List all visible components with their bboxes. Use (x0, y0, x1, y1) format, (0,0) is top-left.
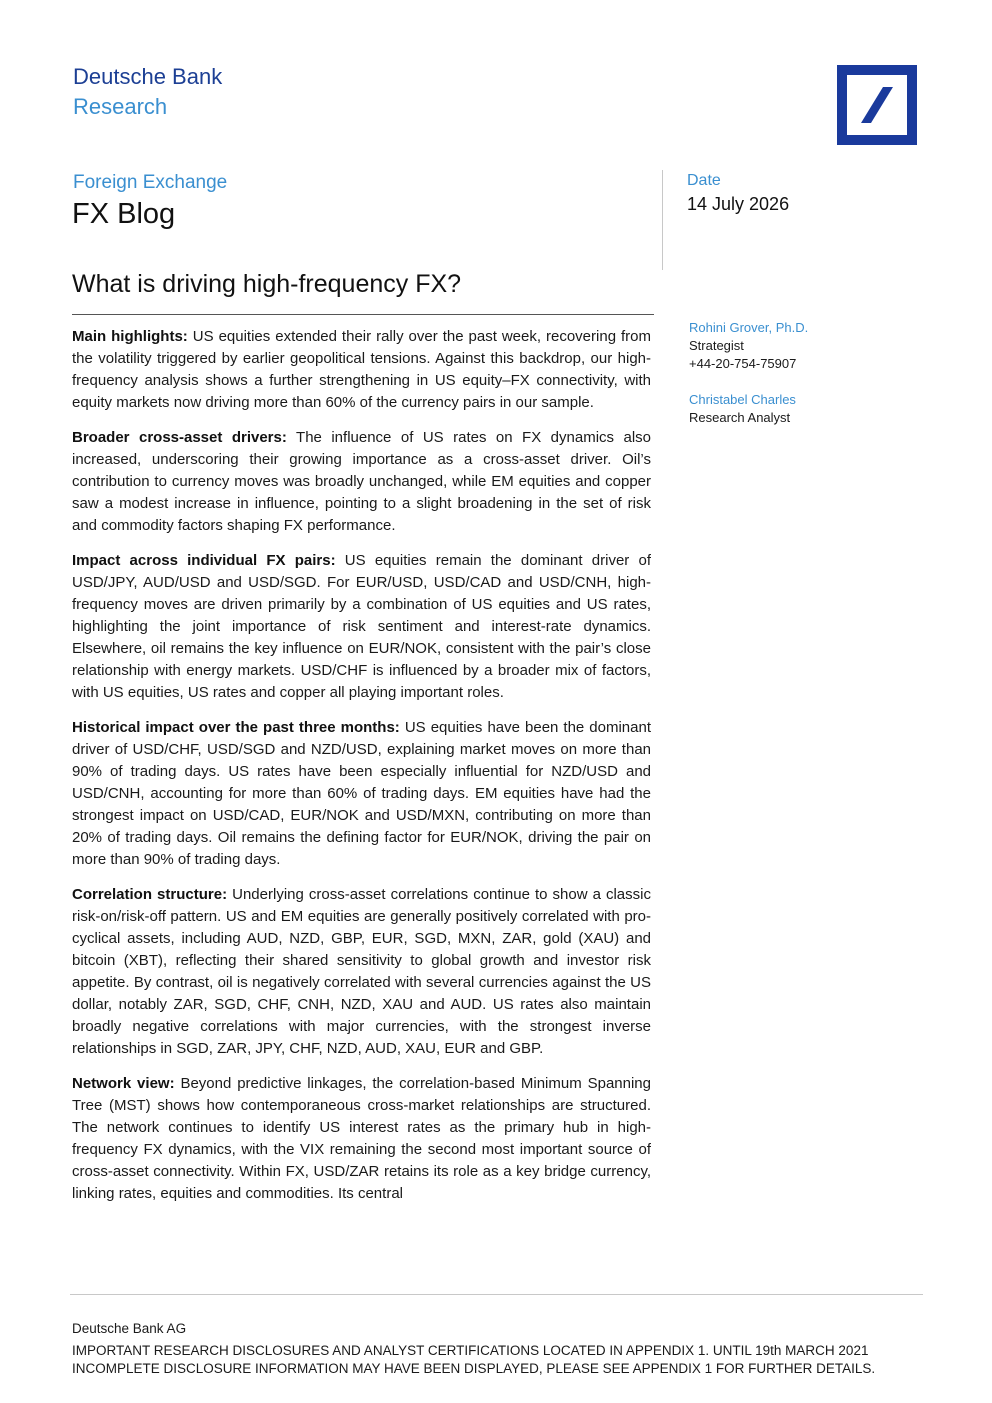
paragraph-fx-pairs-impact (72, 550, 651, 704)
author-name[interactable]: Rohini Grover, Ph.D. (689, 320, 809, 335)
paragraph-lead: Broader cross-asset drivers: (72, 429, 287, 446)
article-body (72, 326, 651, 1274)
paragraph-cross-asset-drivers (72, 427, 651, 537)
paragraph-text: The influence of US rates on FX dynamics also increased, underscoring their growing importance as a cross-asset driver. Oil’s contribution to currency moves was broadly unchanged, while EM equities and copper saw a modest increase in influence, pointing to a slight broadening in the set of risk and commodity factors shaping FX performance. (72, 429, 651, 534)
deutsche-bank-logo-icon (837, 65, 917, 145)
paragraph-lead: Correlation structure: (72, 886, 228, 903)
author-name[interactable]: Christabel Charles (689, 392, 796, 407)
footer-company: Deutsche Bank AG (72, 1321, 187, 1336)
brand-block (73, 62, 222, 122)
paragraph-lead: Network view: (72, 1075, 175, 1092)
header-divider (662, 170, 663, 270)
author-entry (689, 319, 929, 373)
paragraph-text: Beyond predictive linkages, the correlation-based Minimum Spanning Tree (MST) shows how contemporaneous cross-market relationships are structured. The network continues to identify US interest rates as the primary hub in high-frequency FX dynamics, with the VIX remaining the second most important source of cross-asset connectivity. Within FX, USD/ZAR retains its role as a key bridge currency, linking rates, equities and commodities. Its central (72, 1075, 651, 1202)
brand-subtitle: Research (73, 94, 168, 119)
paragraph-text: US equities remain the dominant driver of USD/JPY, AUD/USD and USD/SGD. For EUR/USD, USD/CAD and USD/CNH, high-frequency moves are driven primarily by a combination of US equities and US rates, highlighting the joint importance of risk sentiment and interest-rate dynamics. Elsewhere, oil remains the key influence on EUR/NOK, consistent with the pair’s close relationship with energy markets. USD/CHF is influenced by a broader mix of factors, with US equities, US rates and copper all playing important roles. (72, 552, 651, 701)
publication-title: FX Blog (72, 198, 176, 230)
author-title: Research Analyst (689, 410, 791, 425)
author-list (689, 319, 929, 445)
paragraph-text: US equities have been the dominant driver of USD/CHF, USD/SGD and NZD/USD, explaining market moves on more than 90% of trading days. US rates have been especially influential for NZD/USD and USD/CNH, accounting for more than 60% of trading days. EM equities have had the strongest impact on USD/CAD, EUR/NOK and USD/MXN, contributing on more than 20% of trading days. Oil remains the defining factor for EUR/NOK, driving the pair on more than 90% of trading days. (72, 719, 651, 868)
author-phone: +44-20-754-75907 (689, 356, 797, 371)
footer-disclaimer-line: IMPORTANT RESEARCH DISCLOSURES AND ANALYST CERTIFICATIONS LOCATED IN APPENDIX 1. UNTIL 19th MARCH 2021 (72, 1343, 869, 1358)
page-footer (72, 1320, 932, 1378)
author-entry (689, 391, 929, 427)
author-title: Strategist (689, 338, 744, 353)
paragraph-text: Underlying cross-asset correlations continue to show a classic risk-on/risk-off pattern. US and EM equities are generally positively correlated with pro-cyclical assets, including AUD, NZD, GBP, EUR, SGD, MXN, ZAR, gold (XAU) and bitcoin (XBT), reflecting their shared sensitivity to global growth and investor risk appetite. By contrast, oil is negatively correlated with several currencies against the US dollar, notably ZAR, SGD, CHF, CNH, NZD, XAU and AUD. US rates also maintain broadly negative correlations with major currencies, with the strongest inverse relationships in SGD, ZAR, JPY, CHF, NZD, AUD, XAU, EUR and GBP. (72, 886, 651, 1057)
paragraph-lead: Main highlights: (72, 328, 188, 345)
article-headline: What is driving high-frequency FX? (72, 270, 462, 298)
footer-rule (70, 1294, 923, 1295)
paragraph-network-view (72, 1073, 651, 1205)
paragraph-correlation-structure (72, 884, 651, 1060)
date-label: Date (687, 172, 721, 189)
brand-name: Deutsche Bank (73, 64, 223, 89)
headline-rule (72, 314, 654, 315)
paragraph-text: US equities extended their rally over the past week, recovering from the volatility triggered by earlier geopolitical tensions. Against this backdrop, our high-frequency analysis shows a further strengthening in US equity–FX connectivity, with equity markets now driving more than 60% of the currency pairs in our sample. (72, 328, 651, 411)
paragraph-main-highlights (72, 326, 651, 414)
paragraph-lead: Historical impact over the past three months: (72, 719, 400, 736)
footer-disclaimer-line: INCOMPLETE DISCLOSURE INFORMATION MAY HAVE BEEN DISPLAYED, PLEASE SEE APPENDIX 1 FOR FURTHER DETAILS. (72, 1361, 876, 1376)
date-value: 14 July 2026 (687, 194, 790, 214)
section-label: Foreign Exchange (73, 172, 228, 193)
paragraph-lead: Impact across individual FX pairs: (72, 552, 336, 569)
paragraph-historical-impact (72, 717, 651, 871)
